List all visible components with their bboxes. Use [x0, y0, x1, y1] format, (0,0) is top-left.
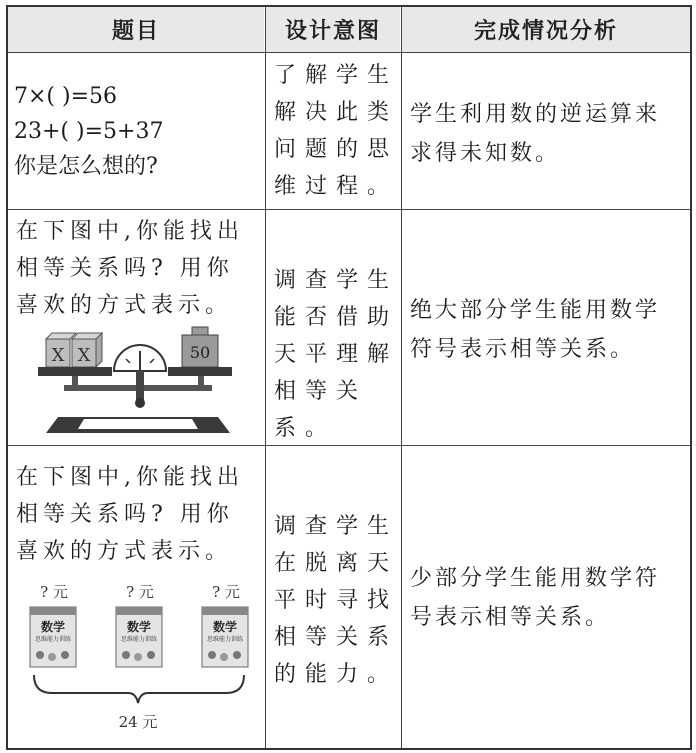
design-line: 了解学生	[274, 63, 399, 88]
row2-result	[410, 291, 692, 369]
table	[6, 5, 692, 750]
book-subtitle: 思维能力训练	[34, 636, 72, 643]
row2-design	[274, 262, 400, 447]
book-subtitle: 思维能力训练	[120, 636, 158, 643]
book-icon	[116, 607, 162, 667]
result-line: 求得未知数。	[410, 141, 561, 166]
column-divider	[265, 7, 266, 748]
book-title: 数学	[126, 620, 152, 634]
question-line: 喜欢的方式表示。	[16, 293, 233, 318]
balance-scale-image	[36, 325, 232, 439]
design-line: 调查学生	[274, 514, 399, 539]
result-line: 号表示相等关系。	[410, 605, 611, 630]
row3-design	[274, 508, 400, 693]
design-line: 天平理解	[274, 342, 399, 367]
question-line: 喜欢的方式表示。	[16, 539, 233, 564]
design-line: 相等关系	[274, 625, 399, 650]
book-icon	[30, 607, 76, 667]
result-line: 学生利用数的逆运算来	[410, 102, 661, 127]
design-line: 的能力。	[274, 662, 399, 687]
design-line: 相等关系。	[274, 379, 368, 441]
header-analysis: 完成情况分析	[402, 7, 690, 52]
book-title: 数学	[40, 620, 66, 634]
row-divider	[8, 52, 690, 53]
row1-question-line: 你是怎么想的?	[14, 154, 158, 179]
column-divider	[401, 7, 402, 748]
design-line: 能否借助	[274, 305, 399, 330]
question-line: 相等关系吗? 用你	[16, 502, 234, 527]
design-line: 问题的思	[274, 137, 399, 162]
total-label: 24 元	[118, 713, 158, 731]
brace-icon	[34, 675, 244, 703]
row1-question-line: 23+( )=5+37	[14, 119, 164, 144]
row3-question	[16, 459, 264, 570]
box-label: X	[77, 345, 91, 366]
design-line: 调查学生	[274, 268, 399, 293]
price-label: ? 元	[126, 583, 154, 601]
row2-question	[16, 213, 264, 324]
design-line: 维过程。	[274, 174, 399, 199]
row1-question-line: 7×( )=56	[14, 84, 118, 109]
design-line: 平时寻找	[274, 588, 399, 613]
result-line: 符号表示相等关系。	[410, 337, 636, 362]
row1-question	[14, 79, 254, 184]
price-label: ? 元	[212, 583, 240, 601]
design-line: 解决此类	[274, 100, 399, 125]
row3-result	[410, 559, 692, 637]
row-divider	[8, 209, 690, 210]
weight-label: 50	[189, 343, 211, 362]
design-line: 在脱离天	[274, 551, 399, 576]
row1-design	[274, 57, 400, 205]
books-image	[22, 577, 254, 741]
header-question: 题目	[8, 7, 264, 52]
book-icon	[202, 607, 248, 667]
row1-result	[410, 95, 692, 173]
result-line: 绝大部分学生能用数学	[410, 298, 661, 323]
header-design-intent: 设计意图	[266, 7, 400, 52]
price-label: ? 元	[40, 583, 68, 601]
question-line: 在下图中,你能找出	[16, 219, 244, 244]
book-title: 数学	[212, 620, 238, 634]
question-line: 在下图中,你能找出	[16, 465, 244, 490]
result-line: 少部分学生能用数学符	[410, 566, 661, 591]
left-pan	[38, 367, 112, 376]
box-label: X	[51, 345, 65, 366]
question-line: 相等关系吗? 用你	[16, 256, 234, 281]
right-pan	[168, 367, 232, 376]
book-subtitle: 思维能力训练	[206, 636, 244, 643]
